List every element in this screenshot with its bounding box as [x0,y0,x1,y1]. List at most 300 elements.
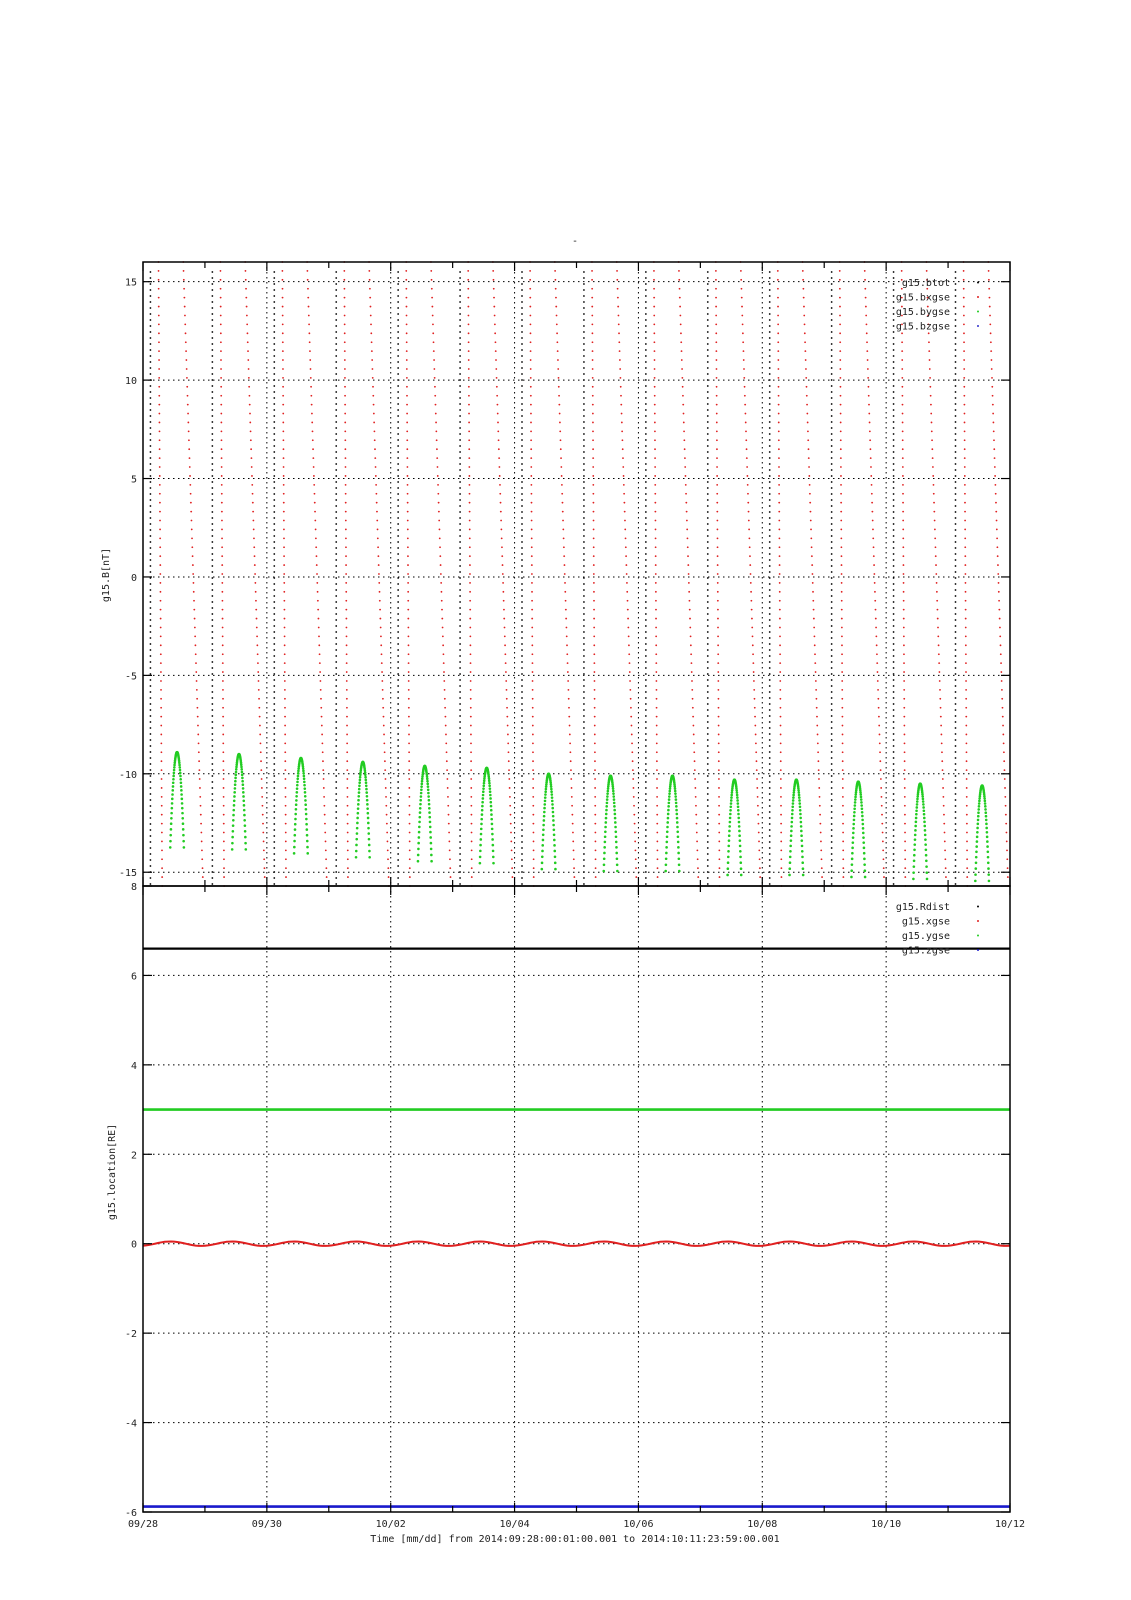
bxgse-dot [901,332,903,334]
bygse-dot [797,789,800,792]
btot-dot [831,487,833,489]
bxgse-dot [1003,742,1005,744]
btot-dot [583,685,585,687]
bxgse-dot [840,529,842,531]
bxgse-dot [964,520,966,522]
bxgse-dot [567,671,569,673]
btot-dot [211,595,213,597]
btot-dot [521,463,523,465]
btot-dot [645,799,647,801]
btot-dot [645,367,647,369]
bxgse-dot [377,555,379,557]
bxgse-dot [158,270,160,272]
bxgse-dot [408,653,410,655]
btot-dot [893,529,895,531]
bxgse-dot [1007,867,1009,869]
legend-entry-label: g15.ygse [901,931,950,942]
btot-dot [521,433,523,435]
btot-dot [459,613,461,615]
bxgse-dot [564,591,566,593]
bygse-dot [171,798,174,801]
bxgse-dot [902,502,904,504]
bxgse-dot [555,306,557,308]
btot-dot [459,517,461,519]
bxgse-dot [533,858,535,860]
btot-dot [583,535,585,537]
bxgse-dot [386,832,388,834]
bxgse-dot [628,644,630,646]
bxgse-dot [438,511,440,513]
btot-dot [459,619,461,621]
btot-dot [707,445,709,447]
bygse-dot [853,815,856,818]
bxgse-dot [681,359,683,361]
bygse-dot [678,870,681,873]
bxgse-dot [965,644,967,646]
bxgse-dot [842,867,844,869]
bygse-dot [296,781,299,784]
btot-dot [707,523,709,525]
bxgse-dot [406,430,408,432]
bxgse-dot [966,742,968,744]
btot-dot [273,295,275,297]
btot-dot [645,481,647,483]
btot-dot [211,517,213,519]
btot-dot [459,781,461,783]
bxgse-dot [693,742,695,744]
btot-dot [150,295,152,297]
btot-dot [211,757,213,759]
bxgse-dot [284,636,286,638]
bygse-dot [730,796,733,799]
bxgse-dot [503,600,505,602]
bxgse-dot [158,306,160,308]
bygse-dot [861,807,864,810]
bygse-dot [850,876,853,879]
bygse-dot [607,790,610,793]
bxgse-dot [750,582,752,584]
bxgse-dot [441,600,443,602]
btot-dot [397,331,399,333]
bxgse-dot [655,573,657,575]
bygse-dot [357,812,360,815]
bxgse-dot [380,627,382,629]
bygse-dot [739,850,742,853]
bxgse-dot [716,386,718,388]
bygse-dot [541,844,544,847]
btot-dot [645,355,647,357]
bxgse-dot [780,849,782,851]
btot-dot [150,835,152,837]
bygse-dot [297,775,300,778]
bxgse-dot [316,564,318,566]
bxgse-dot [314,511,316,513]
bxgse-dot [879,760,881,762]
btot-dot [459,745,461,747]
bxgse-dot [625,537,627,539]
bygse-dot [368,850,371,853]
bygse-dot [421,777,424,780]
btot-dot [831,343,833,345]
btot-dot [521,673,523,675]
bygse-dot [788,874,791,877]
bygse-dot [678,863,681,866]
bxgse-dot [718,849,720,851]
bxgse-dot [309,359,311,361]
bxgse-dot [345,546,347,548]
bygse-dot [614,830,617,833]
bxgse-dot [283,511,285,513]
btot-dot [273,349,275,351]
bxgse-dot [222,636,224,638]
bxgse-dot [996,537,998,539]
btot-dot [583,871,585,873]
bxgse-dot [632,778,634,780]
btot-dot [769,403,771,405]
btot-dot [150,469,152,471]
bxgse-dot [686,529,688,531]
bxgse-dot [200,832,202,834]
bxgse-dot [741,315,743,317]
btot-dot [150,667,152,669]
bxgse-dot [282,422,284,424]
btot-dot [893,295,895,297]
btot-dot [831,295,833,297]
btot-dot [397,505,399,507]
btot-dot [583,727,585,729]
bygse-dot [358,785,361,788]
btot-dot [459,325,461,327]
bxgse-dot [877,689,879,691]
bxgse-dot [592,377,594,379]
bxgse-dot [440,564,442,566]
bxgse-dot [749,555,751,557]
btot-dot [707,493,709,495]
bxgse-dot [439,529,441,531]
bxgse-dot [944,849,946,851]
bxgse-dot [251,466,253,468]
bxgse-dot [777,270,779,272]
btot-dot [645,331,647,333]
bxgse-dot [755,751,757,753]
btot-dot [273,523,275,525]
btot-dot [583,403,585,405]
bxgse-dot [814,662,816,664]
bxgse-dot [904,805,906,807]
btot-dot [893,715,895,717]
bxgse-dot [532,698,534,700]
bxgse-dot [385,778,387,780]
bxgse-dot [443,680,445,682]
bxgse-dot [933,484,935,486]
bxgse-dot [809,502,811,504]
bygse-dot [419,807,422,810]
btot-dot [583,277,585,279]
bxgse-dot [470,769,472,771]
bxgse-dot [285,867,287,869]
bxgse-dot [693,734,695,736]
btot-dot [583,763,585,765]
bxgse-dot [634,832,636,834]
btot-dot [335,529,337,531]
btot-dot [831,805,833,807]
bxgse-dot [657,876,659,878]
btot-dot [521,367,523,369]
bxgse-dot [991,377,993,379]
btot-dot [583,433,585,435]
bxgse-dot [494,324,496,326]
bxgse-dot [436,457,438,459]
btot-dot [273,589,275,591]
btot-dot [769,379,771,381]
btot-dot [645,403,647,405]
bygse-dot [541,862,544,865]
bxgse-dot [566,653,568,655]
bxgse-dot [408,707,410,709]
bygse-dot [790,830,793,833]
bygse-dot [294,813,297,816]
btot-dot [769,859,771,861]
bygse-dot [603,857,606,860]
bxgse-dot [160,627,162,629]
bxgse-dot [160,662,162,664]
bxgse-dot [841,627,843,629]
bygse-dot [421,780,424,783]
bxgse-dot [942,778,944,780]
bygse-dot [987,873,990,876]
bxgse-dot [221,502,223,504]
bxgse-dot [630,707,632,709]
bxgse-dot [444,698,446,700]
bxgse-dot [183,279,185,281]
bxgse-dot [530,422,532,424]
btot-dot [335,775,337,777]
bxgse-dot [656,725,658,727]
bxgse-dot [532,751,534,753]
bxgse-dot [161,867,163,869]
bxgse-dot [558,386,560,388]
bygse-dot [306,846,309,849]
bygse-dot [426,780,429,783]
btot-dot [645,451,647,453]
bxgse-dot [254,573,256,575]
btot-dot [521,601,523,603]
bxgse-dot [964,529,966,531]
bxgse-dot [591,306,593,308]
btot-dot [769,331,771,333]
btot-dot [583,835,585,837]
btot-dot [707,289,709,291]
btot-dot [335,877,337,879]
y-tick-label: -10 [118,769,137,781]
bxgse-dot [529,288,531,290]
btot-dot [831,337,833,339]
btot-dot [707,757,709,759]
btot-dot [583,697,585,699]
bygse-dot [612,785,615,788]
bygse-dot [427,785,430,788]
bxgse-dot [256,644,258,646]
bygse-dot [914,838,917,841]
bygse-dot [181,807,184,810]
btot-dot [707,727,709,729]
btot-dot [459,445,461,447]
bxgse-dot [344,439,346,441]
bxgse-dot [809,484,811,486]
bxgse-dot [805,359,807,361]
bxgse-dot [810,529,812,531]
btot-dot [273,271,275,273]
bygse-dot [924,838,927,841]
bxgse-dot [995,493,997,495]
bxgse-dot [748,511,750,513]
btot-dot [893,871,895,873]
bxgse-dot [221,564,223,566]
bxgse-dot [716,466,718,468]
bxgse-dot [387,858,389,860]
bxgse-dot [842,778,844,780]
bxgse-dot [628,636,630,638]
bxgse-dot [283,448,285,450]
btot-dot [955,781,957,783]
bxgse-dot [1006,832,1008,834]
bxgse-dot [804,324,806,326]
bxgse-dot [195,644,197,646]
bygse-dot [367,822,370,825]
bxgse-dot [812,582,814,584]
bxgse-dot [188,448,190,450]
bxgse-dot [992,404,994,406]
btot-dot [211,271,213,273]
btot-dot [335,733,337,735]
bxgse-dot [509,805,511,807]
bxgse-dot [469,493,471,495]
btot-dot [583,385,585,387]
bxgse-dot [249,413,251,415]
btot-dot [521,697,523,699]
bxgse-dot [654,377,656,379]
bxgse-dot [595,849,597,851]
bxgse-dot [778,493,780,495]
bxgse-dot [252,502,254,504]
bxgse-dot [445,725,447,727]
bygse-dot [800,839,803,842]
btot-dot [459,883,461,885]
bxgse-dot [258,707,260,709]
bxgse-dot [159,511,161,513]
btot-dot [645,721,647,723]
bxgse-dot [223,876,225,878]
bxgse-dot [469,618,471,620]
bxgse-dot [864,270,866,272]
btot-dot [831,715,833,717]
bxgse-dot [183,288,185,290]
btot-dot [583,811,585,813]
btot-dot [893,379,895,381]
bxgse-dot [161,760,163,762]
bxgse-dot [594,787,596,789]
bxgse-dot [377,529,379,531]
btot-dot [707,337,709,339]
btot-dot [521,805,523,807]
bxgse-dot [593,520,595,522]
bxgse-dot [532,778,534,780]
btot-dot [521,547,523,549]
bxgse-dot [902,484,904,486]
bxgse-dot [264,876,266,878]
btot-dot [273,547,275,549]
bxgse-dot [655,644,657,646]
bygse-dot [490,805,493,808]
bxgse-dot [803,306,805,308]
btot-dot [955,655,957,657]
btot-dot [397,517,399,519]
bygse-dot [241,774,244,777]
bygse-dot [915,817,918,820]
bygse-dot [552,811,555,814]
btot-dot [583,289,585,291]
btot-dot [150,367,152,369]
btot-dot [645,823,647,825]
btot-dot [521,823,523,825]
btot-dot [521,619,523,621]
bxgse-dot [718,734,720,736]
bygse-dot [977,815,980,818]
bxgse-dot [594,742,596,744]
btot-dot [273,793,275,795]
bxgse-dot [470,734,472,736]
bxgse-dot [562,502,564,504]
bxgse-dot [283,582,285,584]
bxgse-dot [993,439,995,441]
bxgse-dot [817,760,819,762]
bxgse-dot [343,270,345,272]
bxgse-dot [944,832,946,834]
btot-dot [459,361,461,363]
bxgse-dot [997,564,999,566]
btot-dot [645,361,647,363]
btot-dot [211,685,213,687]
bxgse-dot [593,502,595,504]
bxgse-dot [757,805,759,807]
bxgse-dot [344,359,346,361]
btot-dot [893,613,895,615]
btot-dot [893,481,895,483]
bxgse-dot [198,751,200,753]
bxgse-dot [383,725,385,727]
btot-dot [769,787,771,789]
btot-dot [397,445,399,447]
bxgse-dot [563,537,565,539]
bxgse-dot [220,359,222,361]
bxgse-dot [220,386,222,388]
bygse-dot [550,788,553,791]
bxgse-dot [188,439,190,441]
time-range-caption: Time [mm/dd] from 2014:09:28:00:01:00.001 to 2014:10:11:23:59:00.001 [370,1534,780,1545]
bxgse-dot [264,867,266,869]
bxgse-dot [881,796,883,798]
btot-dot [273,409,275,411]
bxgse-dot [1005,805,1007,807]
bxgse-dot [345,609,347,611]
bxgse-dot [434,377,436,379]
btot-dot [273,715,275,717]
btot-dot [707,433,709,435]
bxgse-dot [344,413,346,415]
bxgse-dot [630,716,632,718]
btot-dot [893,673,895,675]
btot-dot [955,325,957,327]
